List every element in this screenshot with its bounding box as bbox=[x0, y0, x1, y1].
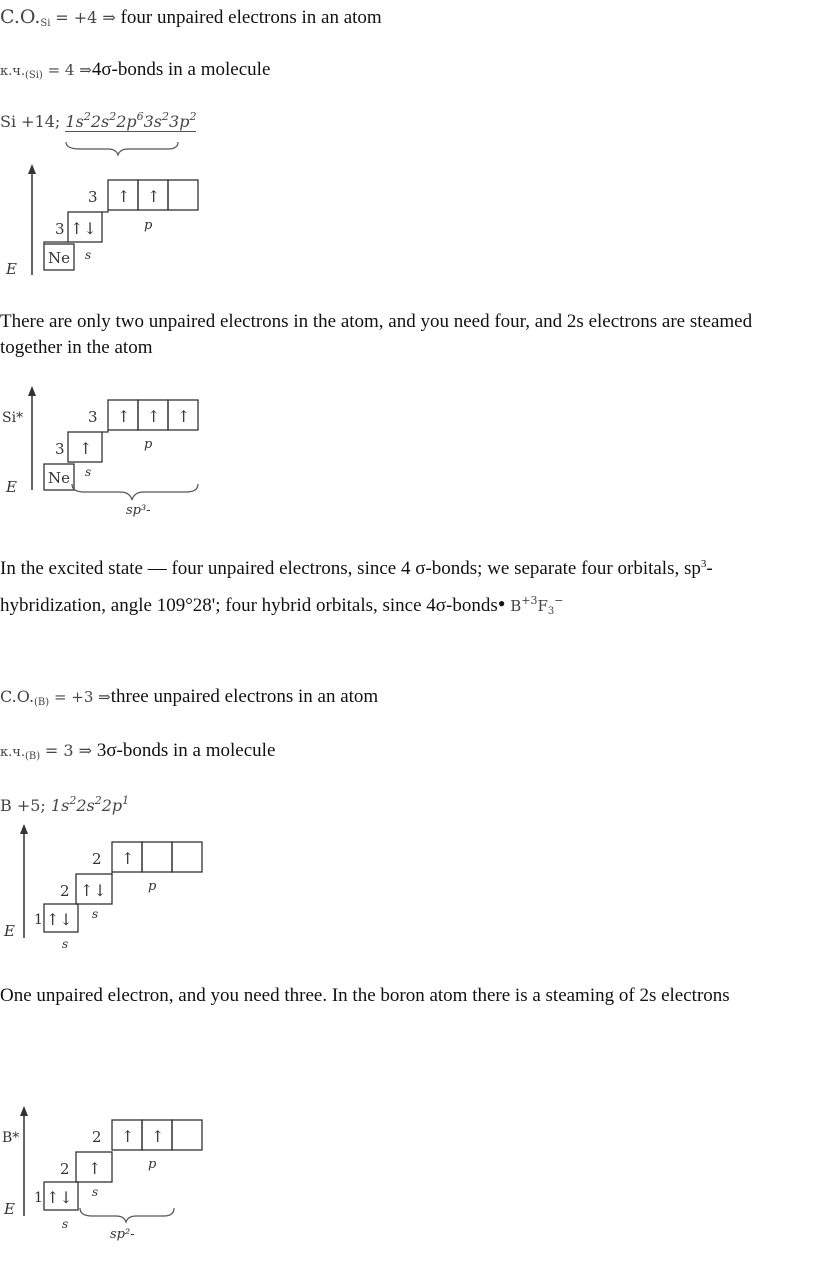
si-co-sub: Si bbox=[40, 18, 51, 29]
b-co-sub: (B) bbox=[34, 697, 50, 708]
core-label: Ne bbox=[48, 469, 71, 487]
s-label: s bbox=[92, 907, 99, 921]
si-kch-label: к.ч. bbox=[0, 64, 25, 79]
energy-axis-arrow-icon bbox=[28, 164, 36, 174]
b-electron-config bbox=[0, 794, 129, 815]
si-coordination-line bbox=[0, 59, 270, 81]
p-label: p bbox=[148, 879, 157, 894]
p-label: p bbox=[144, 218, 153, 233]
s-cell: ↑↓ bbox=[70, 219, 97, 238]
si-co-text: four unpaired electrons in an atom bbox=[120, 7, 382, 28]
b-oxidation-line bbox=[0, 686, 378, 708]
p-level-number: 2 bbox=[92, 850, 102, 868]
b-co-value: = +3 ⇒ bbox=[53, 688, 111, 706]
p-cell-1: ↑ bbox=[117, 187, 131, 206]
energy-axis-arrow-icon bbox=[28, 386, 36, 396]
p-level-number: 2 bbox=[92, 1128, 102, 1146]
s-level-number: 3 bbox=[55, 220, 65, 238]
b-kch-text: 3σ-bonds in a molecule bbox=[96, 740, 276, 761]
s-label: s bbox=[85, 248, 92, 262]
s-cell: ↑ bbox=[79, 439, 93, 458]
b-excited-orbital-diagram bbox=[0, 1104, 230, 1244]
si-config-brace bbox=[66, 142, 178, 155]
p-label: p bbox=[148, 1157, 157, 1172]
p-cell-1: ↑ bbox=[121, 1127, 135, 1146]
b-ground-orbital-diagram bbox=[0, 820, 230, 954]
si-co-label: C.O. bbox=[0, 6, 41, 28]
b-co-text: three unpaired electrons in an atom bbox=[110, 686, 379, 707]
s-level-number: 2 bbox=[60, 1160, 70, 1178]
one-s-cell: ↑↓ bbox=[46, 1188, 73, 1207]
p-cell-1: ↑ bbox=[121, 849, 135, 868]
state-label: Si* bbox=[2, 410, 24, 426]
energy-label: E bbox=[6, 260, 17, 278]
b-kch-value: = 3 ⇒ bbox=[44, 741, 93, 760]
b-ground-explanation: One unpaired electron, and you need three. In the boron atom there is a steaming of 2s electrons bbox=[0, 985, 730, 1006]
p-level-number: 3 bbox=[88, 188, 98, 206]
hybrid-brace bbox=[80, 1208, 174, 1222]
b-kch-label: к.ч. bbox=[0, 745, 25, 760]
formula-bf3: $B^{+3}F_3^-$ bbox=[510, 594, 564, 617]
s-level-number: 2 bbox=[60, 882, 70, 900]
si-excited-explanation: In the excited state — four unpaired electrons, since 4 σ-bonds; we separate four orbitals, $sp^3$-hybridization, angle 109°28'; four hybrid orbitals, since 4σ-bonds• $B^{+3}F_3^-$ bbox=[0, 558, 713, 617]
p-cell-2: ↑ bbox=[147, 407, 161, 426]
b-config-prefix: B +5; bbox=[0, 796, 46, 815]
b-co-label: C.O. bbox=[0, 687, 35, 706]
si-kch-sub: (Si) bbox=[24, 70, 43, 81]
si-kch-text: 4σ-bonds in a molecule bbox=[91, 59, 271, 80]
si-oxidation-line bbox=[0, 6, 382, 29]
si-co-value: = +4 ⇒ bbox=[55, 8, 116, 27]
p-cell-2: ↑ bbox=[147, 187, 161, 206]
b-coordination-line bbox=[0, 740, 275, 762]
p-cell-3: ↑ bbox=[177, 407, 191, 426]
si-ground-explanation: There are only two unpaired electrons in the atom, and you need four, and 2s electrons are steamed together in the atom bbox=[0, 311, 753, 358]
s-label: s bbox=[85, 465, 92, 479]
one-s-level-number: 1 bbox=[34, 1190, 43, 1206]
b-kch-sub: (B) bbox=[24, 751, 41, 762]
p-label: p bbox=[144, 437, 153, 452]
energy-label: E bbox=[4, 1200, 15, 1218]
energy-label: E bbox=[4, 922, 15, 940]
hybrid-label: sp²- bbox=[110, 1227, 135, 1242]
one-s-label: s bbox=[62, 1217, 69, 1231]
s-cell: ↑ bbox=[88, 1159, 102, 1178]
p-cell-1: ↑ bbox=[117, 407, 131, 426]
p-level-number: 3 bbox=[88, 408, 98, 426]
s-cell: ↑↓ bbox=[80, 881, 107, 900]
energy-axis-arrow-icon bbox=[20, 824, 28, 834]
si-electron-config bbox=[0, 110, 196, 131]
si-excited-orbital-diagram bbox=[0, 380, 230, 524]
hybrid-brace bbox=[72, 484, 198, 500]
p-cell-2: ↑ bbox=[151, 1127, 165, 1146]
state-label: B* bbox=[2, 1130, 20, 1146]
b-config-orbitals: $1s^22s^22p^1$ bbox=[50, 794, 130, 815]
one-s-label: s bbox=[62, 937, 69, 951]
one-s-level-number: 1 bbox=[34, 912, 43, 928]
energy-label: E bbox=[6, 478, 17, 496]
energy-axis-arrow-icon bbox=[20, 1106, 28, 1116]
si-config-orbitals: $1s^22s^22p^63s^23p^2$ bbox=[65, 110, 197, 131]
si-ground-orbital-diagram bbox=[0, 140, 230, 282]
s-label: s bbox=[92, 1185, 99, 1199]
core-label: Ne bbox=[48, 249, 71, 267]
s-level-number: 3 bbox=[55, 440, 65, 458]
one-s-cell: ↑↓ bbox=[46, 910, 73, 929]
bullet: • bbox=[497, 591, 506, 616]
si-kch-value: = 4 ⇒ bbox=[47, 61, 92, 79]
si-config-prefix: Si +14; bbox=[0, 112, 61, 131]
hybrid-label: sp³- bbox=[126, 503, 151, 518]
